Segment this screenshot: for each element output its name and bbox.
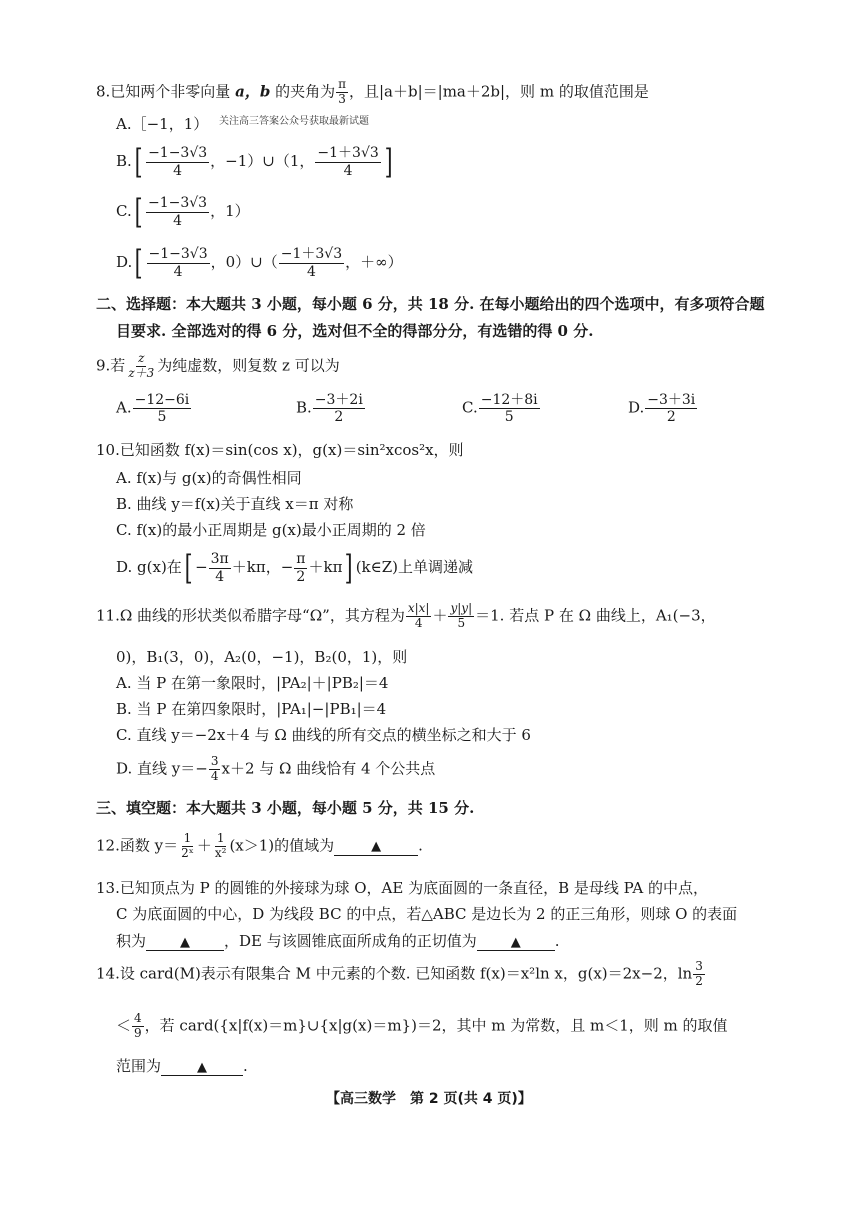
q8-option-b: B.[ $\frac{-1-3√3}{4}$ ，−1）∪（1， $\frac{-1+3√3}{4}$ ]	[116, 142, 393, 182]
q11-stem: 11.Ω 曲线的形状类似希腊字母“Ω”，其方程为 $\frac{x|x|}{4}$ ＋ $\frac{y|y|}{5}$ ＝1. 若点 P 在 Ω 曲线上，A₁(−3，	[96, 601, 716, 630]
triangle-icon: ▲	[197, 1060, 208, 1075]
q8-option-c: C.[ $\frac{-1-3√3}{4}$ ，1）	[116, 192, 250, 232]
q11-option-c: C. 直线 y＝−2x＋4 与 Ω 曲线的所有交点的横坐标之和大于 6	[116, 726, 531, 744]
q13-answer-blank-2[interactable]	[477, 933, 555, 951]
section-3-heading: 三、填空题：本大题共 3 小题，每小题 5 分，共 15 分.	[96, 799, 475, 817]
q11-stem-cont: 0)，B₁(3，0)，A₂(0，−1)，B₂(0，1)，则	[116, 648, 408, 666]
q10-stem: 10.已知函数 f(x)＝sin(cos x)，g(x)＝sin²xcos²x，则	[96, 441, 464, 459]
watermark: 关注高三答案公众号获取最新试题	[219, 116, 370, 127]
q8-option-a: A.［−1，1） $^{关注高三答案公众号获取最新试题}$	[116, 115, 370, 133]
q9-option-b: B. $\frac{-3+2i}{2}$	[296, 392, 363, 426]
q10-option-b: B. 曲线 y＝f(x)关于直线 x＝π 对称	[116, 495, 354, 513]
triangle-icon: ▲	[510, 935, 521, 950]
section-2-heading: 二、选择题：本大题共 3 小题，每小题 6 分，共 18 分. 在每小题给出的四个选项中，有多项符合题	[96, 295, 765, 313]
q13-line3: 积为 ▲ ，DE 与该圆锥底面所成角的正切值为 ▲ .	[116, 932, 560, 950]
page-footer: 【高三数学 第 2 页(共 4 页)】	[326, 1091, 532, 1107]
q13-answer-blank-1[interactable]	[146, 933, 224, 951]
q9-option-d: D. $\frac{-3+3i}{2}$	[628, 392, 696, 426]
q14-answer-blank[interactable]	[161, 1058, 243, 1076]
q8-stem	[96, 78, 649, 107]
q8-stem-post: ，且|a＋b|＝|ma＋2b|，则 m 的取值范围是	[348, 82, 649, 101]
triangle-icon: ▲	[180, 935, 191, 950]
q11-option-a: A. 当 P 在第一象限时，|PA₂|＋|PB₂|＝4	[116, 674, 389, 692]
section-2-heading-cont: 目要求. 全部选对的得 6 分，选对但不全的得部分分，有选错的得 0 分.	[116, 322, 594, 340]
q8-vectors: a，b	[235, 82, 271, 101]
q9-stem: 9.若 $\frac{z}{z+3}$ 为纯虚数，则复数 z 可以为	[96, 351, 340, 380]
triangle-icon: ▲	[371, 839, 382, 855]
q14-line1: 14.设 card(M)表示有限集合 M 中元素的个数. 已知函数 f(x)＝x²ln x，g(x)＝2x−2，ln $\frac{3}{2}$	[96, 959, 703, 988]
q8-stem-pre: 8.已知两个非零向量	[96, 82, 236, 101]
q9-option-a: A. $\frac{-12-6i}{5}$	[116, 392, 190, 426]
q10-option-c: C. f(x)的最小正周期是 g(x)最小正周期的 2 倍	[116, 521, 426, 539]
q12-answer-blank[interactable]	[334, 837, 418, 855]
q11-option-d: D. 直线 y＝− $\frac{3}{4}$ x＋2 与 Ω 曲线恰有 4 个公共点	[116, 754, 436, 783]
q9-option-c: C. $\frac{-12+8i}{5}$	[462, 392, 538, 426]
q10-option-d: D. g(x)在[ − $\frac{3\pi}{4}$ ＋kπ，− $\frac{\pi}{2}$ ＋kπ] (k∈Z)上单调递减	[116, 548, 474, 588]
q13-line2: C 为底面圆的中心，D 为线段 BC 的中点，若△ABC 是边长为 2 的正三角形，则球 O 的表面	[116, 905, 738, 923]
q14-line3: 范围为 ▲ .	[116, 1057, 248, 1075]
q14-line2: ＜ $\frac{4}{9}$ ，若 card({x|f(x)＝m}∪{x|g(x)＝m})＝2，其中 m 为常数，且 m＜1，则 m 的取值	[116, 1011, 728, 1040]
q8-angle: $\frac{\pi}{3}$	[338, 77, 346, 106]
q8-stem-mid: 的夹角为	[270, 82, 336, 101]
q8-option-d: D.[ $\frac{-1-3√3}{4}$ ，0）∪（ $\frac{-1+3√3}{4}$ ，＋∞）	[116, 243, 403, 283]
q13-line1: 13.已知顶点为 P 的圆锥的外接球为球 O，AE 为底面圆的一条直径，B 是母线 PA 的中点，	[96, 879, 708, 897]
q11-option-b: B. 当 P 在第四象限时，|PA₁|−|PB₁|＝4	[116, 700, 387, 718]
q12-stem: 12.函数 y＝ $\frac{1}{\text{2ˣ}}$ ＋ $\frac{1}{\text{x²}}$ (x＞1)的值域为 ▲ .	[96, 831, 423, 860]
q10-option-a: A. f(x)与 g(x)的奇偶性相同	[116, 469, 302, 487]
